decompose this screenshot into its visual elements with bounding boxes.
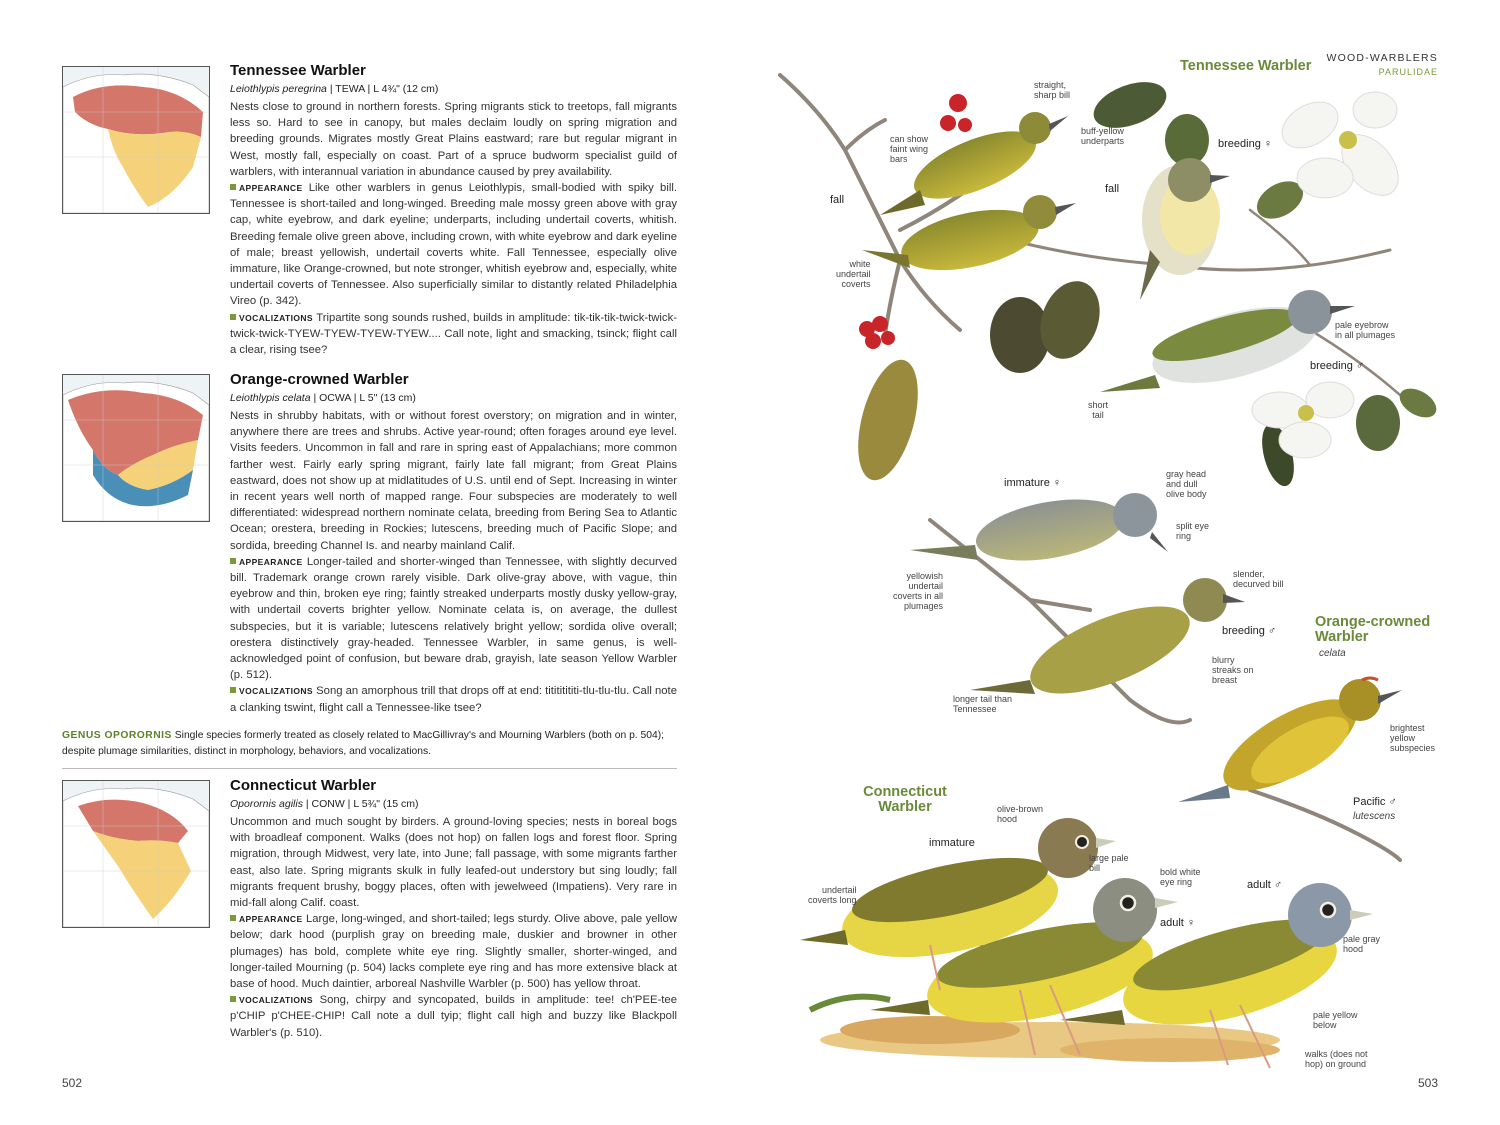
tag-pacific-male: Pacific ♂ xyxy=(1353,796,1397,808)
bird-tennessee-breeding-male xyxy=(1100,290,1355,398)
subspecies-lutescens: lutescens xyxy=(1353,811,1396,822)
appearance-text: Longer-tailed and shorter-winged than Tennessee, with slightly decurved bill. Trademark orange crown rarely visible. Dark olive-gray above, with vague, thin eyebrow and thin, broken eye ring; faintly streaked underparts mostly dusky yellow-gray, with undertail coverts brighter yellow. Nominate celata is, on average, the dullest subspecies, but it is variable; lutescens relatively bright yellow; sordida olive overall; orestera distinctively gray-headed. Tennessee Warbler, in same genus, is well-acknowledged point of confusion, but beware drab, grayish, late season Yellow Warbler (p. 512). xyxy=(230,555,678,682)
note-walks: walks (does not hop) on ground xyxy=(1305,1049,1368,1069)
genus-label: GENUS OPORORNIS xyxy=(62,730,172,741)
bullet-square-icon xyxy=(230,915,236,921)
note-short-tail: short tail xyxy=(1088,400,1109,420)
scientific-name: Oporornis agilis xyxy=(230,798,303,810)
range-map-orange-crowned xyxy=(62,374,210,522)
appearance-label: APPEARANCE xyxy=(239,914,303,925)
range-map-tennessee xyxy=(62,66,210,214)
note-straight-bill: straight, sharp bill xyxy=(1034,80,1071,100)
bird-orange-crowned-immature-female xyxy=(910,489,1168,570)
species-scientific xyxy=(230,82,677,96)
species-entry-connecticut xyxy=(230,777,677,1041)
species-intro: Nests close to ground in northern forests. Spring migrants stick to treetops, fall migrants less so. Hard to see in canopy, but males declaim loudly on spring migration and breeding grounds. Migrates mostly Great Plains eastward; rare but regular migrant in West, mostly fall, especially on coast. Part of a spruce budworm specialist guild of warblers, with interannual variation in abundance caused by prey availability. xyxy=(230,101,677,178)
note-blurry-streaks: blurry streaks on breast xyxy=(1212,655,1254,685)
genus-text: Single species formerly treated as closely related to MacGillivray's and Mourning Warblers (both on p. 504); despite plumage similarities, distinct in morphology, behaviors, and vocalizations. xyxy=(62,730,664,757)
bullet-square-icon xyxy=(230,314,236,320)
note-white-undertail: white undertail coverts xyxy=(836,259,871,289)
vocalizations-text: Song, chirpy and syncopated, builds in amplitude: tee! ch'PEE-tee p'CHIP p'CHEE-CHIP! Call note a dull tyip; flight call high and buzzy like Blackpoll Warbler's (p. 510). xyxy=(230,994,677,1039)
genus-note xyxy=(62,728,677,760)
species-entry-orange-crowned xyxy=(230,371,677,716)
scientific-name: Leiothlypis celata xyxy=(230,392,311,404)
title-orange-crowned-warbler: Orange-crowned Warbler xyxy=(1315,614,1431,645)
note-split-eye-ring: split eye ring xyxy=(1176,521,1210,541)
bullet-square-icon xyxy=(230,558,236,564)
tag-fall-left: fall xyxy=(830,194,845,206)
note-buff-yellow: buff-yellow underparts xyxy=(1081,126,1125,146)
note-olive-brown-hood: olive-brown hood xyxy=(997,804,1044,824)
bird-orange-crowned-breeding-male xyxy=(970,578,1245,712)
bullet-square-icon xyxy=(230,996,236,1002)
appearance-label: APPEARANCE xyxy=(239,556,303,567)
note-large-pale-bill: large pale bill xyxy=(1089,853,1129,873)
appearance-paragraph xyxy=(230,180,677,310)
appearance-text: Like other warblers in genus Leiothlypis, small-bodied with spiky bill. Tennessee is short-tailed and long-winged. Breeding male mossy green above with gray cap, white eyebrow, and dark eyeline; underparts, including undertail coverts, whitish. Breeding female olive green above, including crown, with white eyebrow and dark eyeline of male; breast yellowish, undertail coverts white. Fall Tennessee, especially olive immature, like Orange-crowned, but note stronger, whitish eyebrow and, especially, white undertail coverts of Tennessee. Also superficially similar to distantly related Philadelphia Vireo (p. 342). xyxy=(230,182,678,308)
appearance-paragraph xyxy=(230,911,677,992)
note-bold-white-eye-ring: bold white eye ring xyxy=(1160,867,1201,887)
tag-cw-adult-male: adult ♂ xyxy=(1247,879,1283,891)
tag-breeding-male: breeding ♂ xyxy=(1310,360,1365,372)
right-page xyxy=(750,0,1500,1125)
vocalizations-text: Tripartite song sounds rushed, builds in amplitude: tik-tik-tik-twick-twick-twick-twick-TYEW-TYEW-TYEW-TYEW.... Call note, light and smacking, tsinck; flight call a clear, rising tsee? xyxy=(230,311,677,357)
title-tennessee-warbler: Tennessee Warbler xyxy=(1180,58,1312,74)
note-pale-gray-hood: pale gray hood xyxy=(1343,934,1381,954)
appearance-paragraph xyxy=(230,554,677,684)
species-scientific xyxy=(230,797,677,811)
vocalizations-label: VOCALIZATIONS xyxy=(239,312,313,323)
note-yellowish-undertail: yellowish undertail coverts in all plumages xyxy=(893,571,944,611)
species-scientific xyxy=(230,391,677,405)
species-entry-tennessee xyxy=(230,62,677,358)
family-latin-header: PARULIDAE xyxy=(1378,67,1438,77)
page-number-right: 503 xyxy=(1417,1076,1438,1090)
tag-fall-right: fall xyxy=(1105,183,1120,195)
illustration-plate xyxy=(750,0,1500,1125)
vocalizations-paragraph xyxy=(230,310,677,359)
note-pale-yellow-below: pale yellow below xyxy=(1313,1010,1358,1030)
bird-orange-crowned-pacific-male xyxy=(1178,678,1402,808)
note-slender-bill: slender, decurved bill xyxy=(1233,569,1284,589)
vocalizations-paragraph xyxy=(230,683,677,715)
note-pale-eyebrow: pale eyebrow in all plumages xyxy=(1335,320,1396,340)
tag-breeding-female: breeding ♀ xyxy=(1218,138,1273,150)
vocalizations-label: VOCALIZATIONS xyxy=(239,686,313,697)
range-map-connecticut xyxy=(62,780,210,928)
note-brightest-yellow: brightest yellow subspecies xyxy=(1390,723,1436,753)
species-name: Orange-crowned Warbler xyxy=(230,371,409,388)
vocalizations-text: Song an amorphous trill that drops off at end: titititititi-tlu-tlu-tlu. Call note a clanking tswint, flight call a Tennessee-like tsee? xyxy=(230,685,677,714)
species-meta: | TEWA | L 4¾" (12 cm) xyxy=(326,83,439,95)
note-can-show-wing-bars: can show faint wing bars xyxy=(890,134,929,164)
tag-cw-immature: immature xyxy=(929,837,975,849)
bullet-square-icon xyxy=(230,184,236,190)
title-connecticut-warbler: Connecticut Warbler xyxy=(863,784,947,815)
note-undertail-long: undertail coverts long xyxy=(808,885,857,905)
species-name: Tennessee Warbler xyxy=(230,62,366,79)
divider xyxy=(62,768,677,769)
tag-oc-breeding-male: breeding ♂ xyxy=(1222,625,1277,637)
note-longer-tail: longer tail than Tennessee xyxy=(953,694,1013,714)
scientific-name: Leiothlypis peregrina xyxy=(230,83,327,95)
species-intro: Nests in shrubby habitats, with or without forest overstory; on migration and in winter, anywhere there are trees and shrubs. Active year-round; often forages around eye level. Visits feeders. Uncommon in fall and rare in spring east of Appalachians; more common farther west. Fairly early spring migrant, fairly late fall migrant; from Great Plains eastward, does not show up at midlatitudes of U.S. until end of Sept. Increasing in winter in recent years well north of mapped range. Four subspecies are moderately to well differentiated: widespread northern nominate celata, breeding from Bering Sea to Atlantic Ocean; orestera, breeding in Rockies; lutescens, breeding much of Pacific Slope; and sordida, breeding Channel Is. and nearby mainland Calif. xyxy=(230,410,677,552)
family-header: WOOD-WARBLERS xyxy=(1326,52,1438,64)
bullet-square-icon xyxy=(230,687,236,693)
bird-tennessee-breeding-female xyxy=(1140,158,1230,300)
species-name: Connecticut Warbler xyxy=(230,777,377,794)
tag-cw-adult-female: adult ♀ xyxy=(1160,917,1196,929)
vocalizations-label: VOCALIZATIONS xyxy=(239,995,313,1006)
species-meta: | OCWA | L 5" (13 cm) xyxy=(310,392,416,404)
species-meta: | CONW | L 5¾" (15 cm) xyxy=(302,798,419,810)
note-gray-head: gray head and dull olive body xyxy=(1166,469,1207,499)
page-number-left: 502 xyxy=(62,1076,83,1090)
tag-immature-female: immature ♀ xyxy=(1004,477,1062,489)
appearance-label: APPEARANCE xyxy=(239,183,303,194)
subspecies-celata: celata xyxy=(1319,648,1346,659)
appearance-text: Large, long-winged, and short-tailed; legs sturdy. Olive above, pale yellow below; dark hood (purplish gray on breeding male, duskier and browner in other plumages) has bold, complete white eye ring. Slightly smaller, shorter-winged, and longer-tailed Mourning (p. 504) lacks complete eye ring and has more extensive black at base of hood. Much daintier, arboreal Nashville Warbler (p. 500) has yellow throat. xyxy=(230,913,677,991)
species-intro: Uncommon and much sought by birders. A ground-loving species; nests in boreal bogs with broadleaf component. Walks (does not hop) on fallen logs and forest floor. Spring migration, through Midwest, very late, into June; fall passage, with some migrants farther east, also late. Spring migrants skulk in fully leafed-out understory but sing loudly; fall migrants frequent brushy, boggy places, often with jewelweed (Impatiens). Very rare in mid-fall along Calif. coast. xyxy=(230,816,677,910)
vocalizations-paragraph xyxy=(230,992,677,1041)
